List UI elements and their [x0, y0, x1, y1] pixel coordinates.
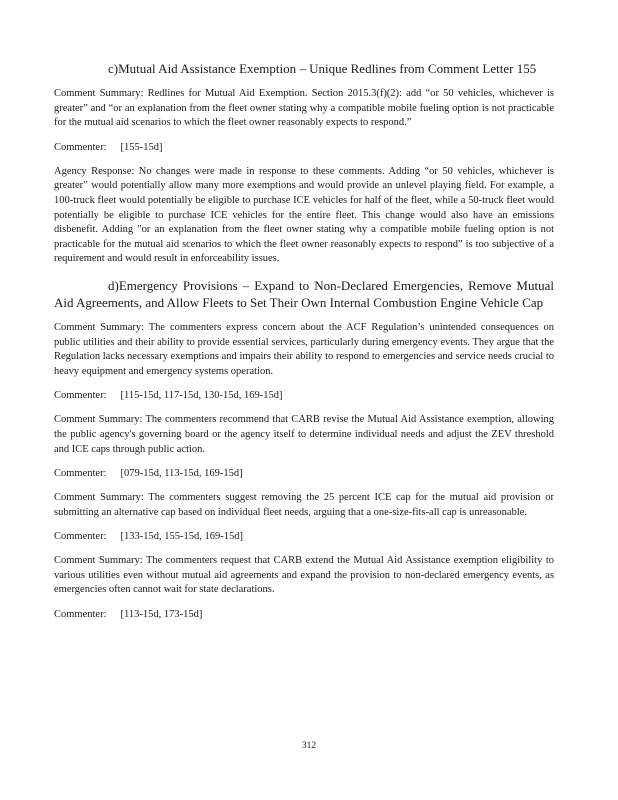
section-d-comment-summary-2: Comment Summary: The commenters recommend that CARB revise the Mutual Aid Assistance exemption, allowing the public agency's governing board or the agency itself to determine individual needs and adjust the ZEV threshold and ICE caps through public action.: [54, 414, 554, 455]
commenter-ids: [133-15d, 155-15d, 169-15d]: [120, 531, 243, 543]
commenter-label: Commenter:: [54, 141, 107, 153]
page-number: 312: [301, 741, 317, 751]
section-d-comment-summary-4: Comment Summary: The commenters request that CARB extend the Mutual Aid Assistance exemption eligibility to various utilities even without mutual aid agreements and expand the provision to non-declared emergency events, as emergencies often cannot wait for state declarations.: [54, 555, 554, 596]
section-d-commenter-1: [54, 389, 554, 403]
commenter-label: Commenter:: [54, 609, 107, 621]
commenter-ids: [155-15d]: [120, 141, 163, 153]
section-d-comment-summary-1: Comment Summary: The commenters express concern about the ACF Regulation’s unintended consequences on public utilities and their ability to provide essential services, particularly during emergency events. They argue that the Regulation lacks necessary exemptions and impairs their ability to respond to emergencies and service needs crucial to heavy equipment and emergency systems operation.: [54, 321, 554, 377]
commenter-ids: [115-15d, 117-15d, 130-15d, 169-15d]: [120, 390, 283, 402]
commenter-label: Commenter:: [54, 390, 107, 402]
section-c-agency-response: Agency Response: No changes were made in response to these comments. Adding “or 50 vehicles, whichever is greater” would potentially allow many more exemptions and would provide an unlevel playing field. For example, a 100-truck fleet would potentially be eligible to purchase ICE vehicles for half of the fleet, while a 50-truck fleet would potentially be eligible to purchase ICE vehicles for the entire fleet. This change would also have an emissions disbenefit. Adding "or an explanation from the fleet owner stating why a compatible mobile fueling option is not practicable for the mutual aid scenarios to which the fleet owner reasonably expects to respond” is too subjective of a requirement and would result in enforceability issues.: [54, 165, 554, 265]
document-page: [54, 60, 554, 632]
section-d-commenter-3: [54, 530, 554, 544]
commenter-ids: [079-15d, 113-15d, 169-15d]: [120, 468, 243, 480]
section-c-commenter: [54, 141, 554, 155]
section-d-commenter-2: [54, 467, 554, 481]
commenter-ids: [113-15d, 173-15d]: [120, 609, 203, 621]
section-d-heading: d)Emergency Provisions – Expand to Non-Declared Emergencies, Remove Mutual Aid Agreements, and Allow Fleets to Set Their Own Internal Combustion Engine Vehicle Cap: [54, 277, 554, 310]
section-d-commenter-4: [54, 608, 554, 622]
commenter-label: Commenter:: [54, 531, 107, 543]
commenter-label: Commenter:: [54, 468, 107, 480]
section-d-comment-summary-3: Comment Summary: The commenters suggest removing the 25 percent ICE cap for the mutual aid provision or submitting an alternative cap based on individual fleet needs, arguing that a one-size-fits-all cap is unreasonable.: [54, 492, 554, 518]
section-c-comment-summary: Comment Summary: Redlines for Mutual Aid Exemption. Section 2015.3(f)(2): add “or 50 vehicles, whichever is greater” and “or an explanation from the fleet owner stating why a compatible mobile fueling option is not practicable for the mutual aid scenarios to which the fleet owner reasonably expects to respond.”: [54, 88, 554, 129]
section-c-heading: c)Mutual Aid Assistance Exemption – Unique Redlines from Comment Letter 155: [108, 61, 537, 76]
